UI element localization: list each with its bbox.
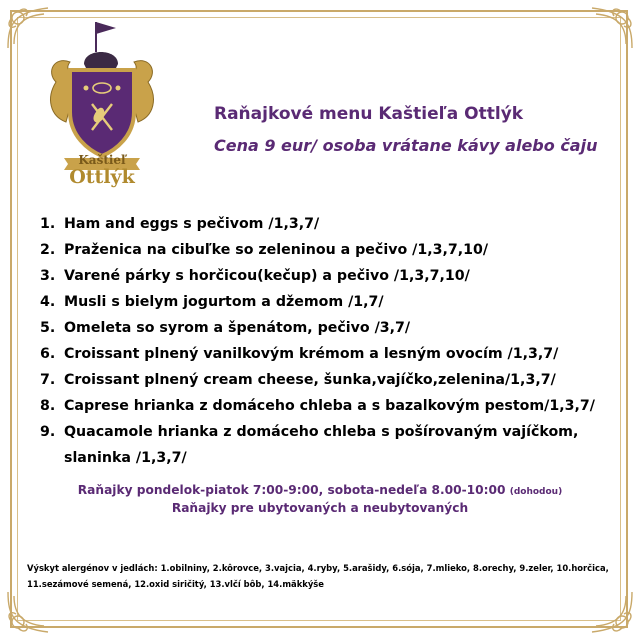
price-subtitle: Cena 9 eur/ osoba vrátane kávy alebo čaju	[214, 136, 598, 155]
corner-ornament-icon	[4, 588, 52, 636]
menu-item-text: Ham and eggs s pečivom /1,3,7/	[64, 216, 320, 232]
page-title: Raňajkové menu Kaštieľa Ottlýk	[214, 104, 524, 124]
allergen-info: Výskyt alergénov v jedlách: 1.obilniny, 2.kôrovce, 3.vajcia, 4.ryby, 5.arašidy, 6.sója, 7.mlieko, 8.orechy, 9.zeler, 10.horčica, 11.sezámové semená, 12.oxid siričitý, 13.vlčí bôb, 14.mäkkýše	[27, 563, 609, 589]
menu-item-text: Varené párky s horčicou(kečup) a pečivo /1,3,7,10/	[64, 268, 470, 284]
menu-item-number: 7.	[40, 372, 56, 388]
breakfast-hours-text: Raňajky pondelok-piatok 7:00-9:00, sobota-nedeľa 8.00-10:00	[77, 483, 506, 497]
menu-item	[40, 237, 620, 263]
menu-item-number: 4.	[40, 294, 56, 310]
menu-item	[40, 263, 620, 289]
menu-item-number: 5.	[40, 320, 56, 336]
breakfast-guests-note: Raňajky pre ubytovaných a neubytovaných	[171, 501, 469, 515]
menu-item	[40, 315, 620, 341]
menu-item-number: 8.	[40, 398, 56, 414]
menu-item-text: Caprese hrianka z domáceho chleba a s bazalkovým pestom/1,3,7/	[64, 398, 595, 414]
menu-item-number: 1.	[40, 216, 56, 232]
menu-item	[40, 289, 620, 315]
menu-item-text: Croissant plnený cream cheese, šunka,vajíčko,zelenina/1,3,7/	[64, 372, 556, 388]
menu-item	[40, 367, 620, 393]
menu-item-text: Praženica na cibuľke so zeleninou a pečivo /1,3,7,10/	[64, 242, 489, 258]
breakfast-hours-note: (dohodou)	[509, 487, 563, 497]
menu-item-text: Musli s bielym jogurtom a džemom /1,7/	[64, 294, 384, 310]
menu-item	[40, 211, 620, 237]
corner-ornament-icon	[588, 4, 636, 52]
menu-item-text: Omeleta so syrom a špenátom, pečivo /3,7/	[64, 320, 411, 336]
menu-item	[40, 393, 620, 419]
corner-ornament-icon	[588, 588, 636, 636]
menu-item-number: 2.	[40, 242, 56, 258]
breakfast-menu-list	[40, 211, 620, 471]
menu-item-text: Quacamole hrianka z domáceho chleba s pošírovaným vajíčkom, slaninka /1,3,7/	[64, 424, 579, 466]
logo-wordmark	[36, 150, 168, 187]
menu-item-number: 3.	[40, 268, 56, 284]
menu-item-number: 9.	[40, 424, 56, 440]
logo-line2: Ottlýk	[69, 166, 135, 188]
menu-item-text: Croissant plnený vanilkovým krémom a lesným ovocím /1,3,7/	[64, 346, 559, 362]
menu-item	[40, 419, 624, 471]
menu-item	[40, 341, 620, 367]
menu-item-number: 6.	[40, 346, 56, 362]
logo-line1: Kaštieľ	[78, 153, 126, 167]
